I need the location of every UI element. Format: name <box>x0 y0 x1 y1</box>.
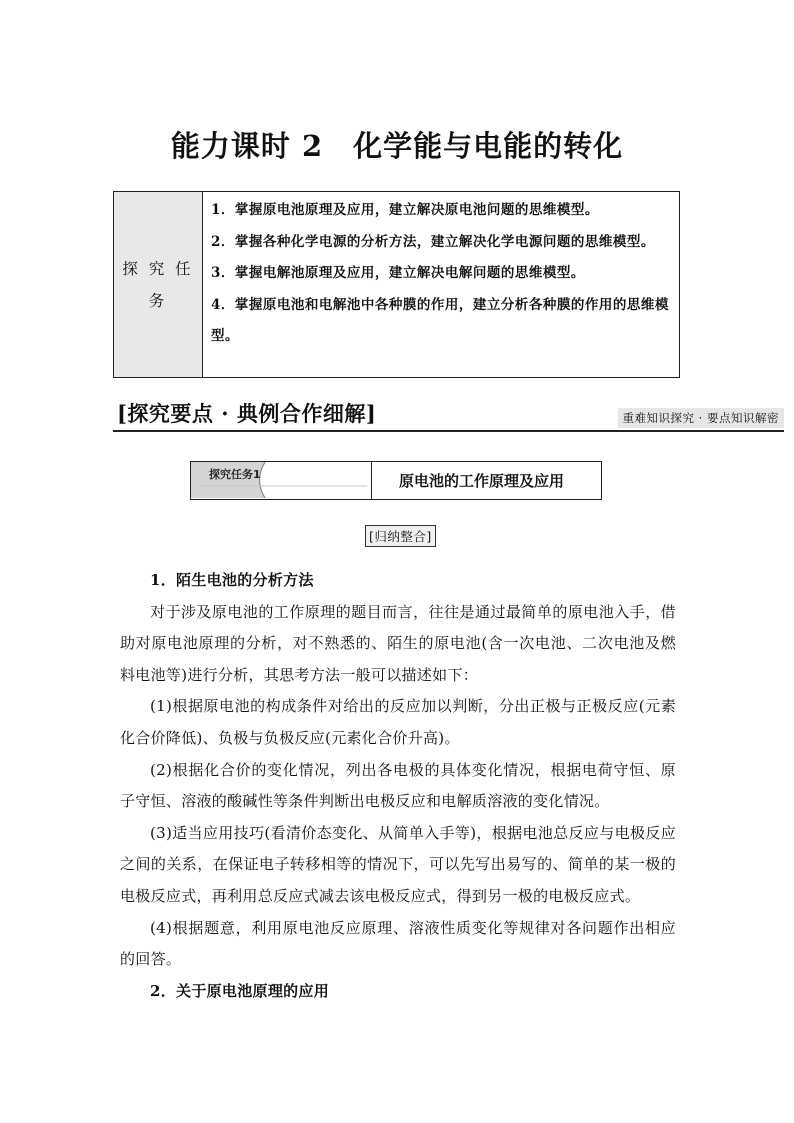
task-heading-text: 原电池的工作原理及应用 <box>399 472 565 490</box>
task-table <box>113 191 680 378</box>
body-text <box>120 565 676 1007</box>
task-tag: 探究任务1 <box>209 468 261 481</box>
task-tag-area <box>191 462 372 499</box>
summary-badge: [归纳整合] <box>365 525 436 547</box>
task-label-line1: 探 究 任 <box>122 259 194 278</box>
body-paragraph: (2)根据化合价的变化情况，列出各电极的具体变化情况，根据电荷守恒、原子守恒、溶液的酸碱性等条件判断出电极反应和电解质溶液的变化情况。 <box>120 760 676 811</box>
task-item: 3．掌握电解池原理及应用，建立解决电解问题的思维模型。 <box>211 265 585 281</box>
task-item: 1．掌握原电池原理及应用，建立解决原电池问题的思维模型。 <box>211 202 599 218</box>
body-paragraph: (3)适当应用技巧(看清价态变化、从简单入手等)，根据电池总反应与电极反应之间的关系，在保证电子转移相等的情况下，可以先写出易写的、简单的某一极的电极反应式，再利用总反应式减去该电极反应式，得到另一极的电极反应式。 <box>120 823 676 905</box>
body-heading: 1．陌生电池的分析方法 <box>150 571 314 589</box>
section-title: [探究要点 · 典例合作细解] <box>117 401 377 426</box>
task-label-line2: 务 <box>148 291 168 310</box>
body-paragraph: (1)根据原电池的构成条件对给出的反应加以判断，分出正极与正极反应(元素化合价降低)、负极与负极反应(元素化合价升高)。 <box>120 697 676 747</box>
body-heading: 2．关于原电池原理的应用 <box>150 981 330 1000</box>
body-paragraph: (4)根据题意，利用原电池反应原理、溶液性质变化等规律对各问题作出相应的回答。 <box>120 918 676 969</box>
section-header <box>113 398 784 432</box>
task-item: 4．掌握原电池和电解池中各种膜的作用，建立分析各种膜的作用的思维模型。 <box>211 296 669 344</box>
section-tag: 重难知识探究 · 要点知识解密 <box>618 408 784 428</box>
page-title: 能力课时 2 化学能与电能的转化 <box>170 129 624 163</box>
task-list <box>203 192 679 377</box>
body-paragraph: 对于涉及原电池的工作原理的题目而言，往往是通过最简单的原电池入手，借助对原电池原理的分析，对不熟悉的、陌生的原电池(含一次电池、二次电池及燃料电池等)进行分析，其思考方法一般可以描述如下： <box>120 602 676 684</box>
task-heading-box <box>190 461 602 500</box>
task-item: 2．掌握各种化学电源的分析方法，建立解决化学电源问题的思维模型。 <box>211 233 655 250</box>
task-label <box>114 192 203 377</box>
